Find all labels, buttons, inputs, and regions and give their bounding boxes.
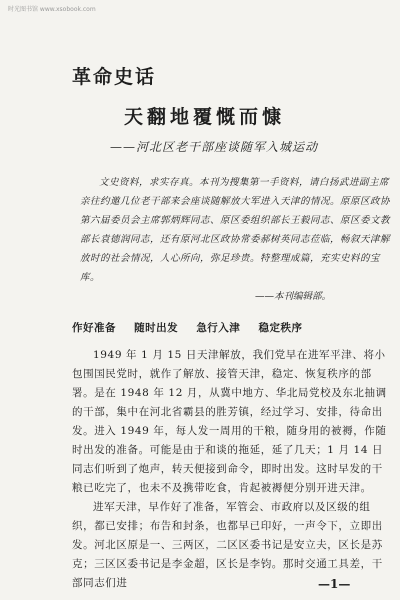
watermark: 时光图书馆 www.xsobook.com xyxy=(8,6,96,13)
section-heading xyxy=(72,320,362,335)
section-heading-part: 急行入津 xyxy=(196,322,241,334)
body-text xyxy=(72,346,390,593)
article-subtitle: ——河北区老干部座谈随军入城运动 xyxy=(110,140,319,154)
section-heading-part: 作好准备 xyxy=(72,322,116,334)
editor-signature: ——本刊编辑部。 xyxy=(255,291,332,302)
intro-paragraph: 文史资料，求实存真。本刊为搜集第一手资料，请白扬武进副主席亲往约邀几位老干部来会座谈随解放大军进入天津的情况。原原区政协第六届委员会主席郭炳辉同志、原区委组织部长王毅同志、原区委文教部长袁德润同志，还有原河北区政协常委郝树英同志莅临，畅叙天津解放时的社会情况，人心所向，弥足珍贵。特整理成篇，充实史料的宝库。 xyxy=(80,177,391,283)
body-paragraph: 1949 年 1 月 15 日天津解放，我们党早在进军平津、将小包围国民党时，就作了解放、接管天津，稳定、恢复秩序的部署。是在 1948 年 12 月，从冀中地方、华北局党校及东北抽调的干部，集中在河北省霸县的胜芳镇，经过学习、安排，待命出发。进入 1949 年，每人发一周用的干粮，随身用的被褥，作随时出发的准备。可能是由于和谈的拖延，延了几天；1 月 14 日同志们听到了炮声，转天便接到命令，即时出发。这时早发的干粮已吃完了，也未不及携带吃食，肯起被褥便分别开进天津。 xyxy=(72,349,387,494)
page-number: —1— xyxy=(318,577,351,591)
column-title: 革命史话 xyxy=(72,66,157,88)
section-heading-part: 稳定秩序 xyxy=(258,322,303,334)
body-paragraph: 进军天津，早作好了准备，军管会、市政府以及区级的组织，都已安排；布告和封条，也都早已印好，一声令下，立即出发。河北区原是一、三两区，二区区委书记是安立夫，区长是苏克；三区区委书记是李金超，区长是李钧。那时交通工具差，干部同志们进 xyxy=(72,501,383,589)
section-heading-part: 随时出发 xyxy=(134,322,179,334)
article-title: 天翻地覆慨而慷 xyxy=(124,106,286,128)
